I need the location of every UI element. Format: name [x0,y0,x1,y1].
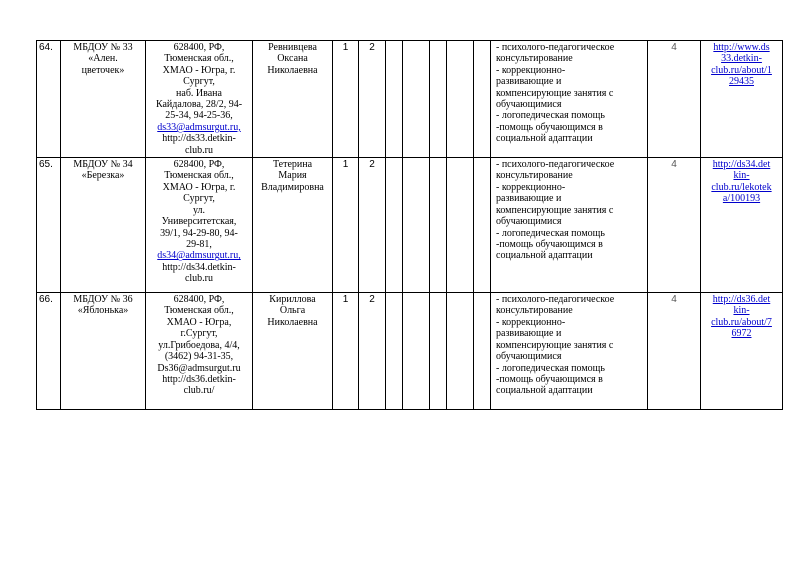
service-line: развивающие и [496,76,562,88]
service-line: консультирование [496,305,573,317]
address-line: ул.Грибоедова, 4/4, [158,339,240,351]
service-line: компенсирующие занятия с [496,339,614,351]
site-url-line: http://ds33.detkin- [162,133,236,145]
table-row [37,293,783,410]
website-link[interactable]: kin- [733,170,750,182]
address-line: Тюменская обл., [164,305,234,317]
empty-cell [386,158,403,293]
empty-cell [403,293,430,410]
empty-cell [474,293,491,410]
address-line: ХМАО - Югра, г. [162,181,236,193]
empty-cell [474,158,491,293]
website-link[interactable]: club.ru/about/1 [711,64,772,76]
service-line: - психолого-педагогическое [496,159,615,171]
specialist-count: 4 [648,158,701,293]
service-line: консультирование [496,170,573,182]
email-link[interactable]: ds34@admsurgut.ru, [157,250,241,262]
specialist-count: 4 [648,293,701,410]
institutions-table [36,40,783,410]
empty-cell [474,41,491,158]
website-link[interactable]: club.ru/lekotek [711,181,772,193]
organization-name-line: «Ален. [88,53,118,65]
person-name-line: Николаевна [267,316,318,328]
table-row [37,158,783,293]
address-line: http://ds36.detkin- [162,373,236,385]
address-line: 39/1, 94-29-80, 94- [160,227,238,239]
website-link-cell [701,293,783,410]
website-link[interactable]: http://ds36.det [712,294,771,306]
address-line: Университетская, [161,216,237,228]
address-line: Тюменская обл., [164,170,234,182]
value-cell-2: 2 [359,293,386,410]
address-contacts [146,41,253,158]
address-line: ул. [192,204,206,216]
value-cell-1: 1 [333,41,359,158]
organization-name-line: «Яблонька» [77,305,129,317]
website-link-cell [701,158,783,293]
service-line: развивающие и [496,328,562,340]
website-link-cell [701,41,783,158]
empty-cell [447,293,474,410]
address-line: club.ru/ [183,385,215,397]
address-contacts [146,293,253,410]
address-line: 25-34, 94-25-36, [165,110,233,122]
value-cell-2: 2 [359,41,386,158]
organization-name-line: МБДОУ № 36 [73,294,133,306]
address-line: (3462) 94-31-35, [164,351,234,363]
address-line: ХМАО - Югра, г. [162,64,236,76]
empty-cell [386,41,403,158]
empty-cell [447,158,474,293]
empty-cell [403,41,430,158]
service-line: обучающимися [496,351,562,363]
website-link[interactable]: 6972 [731,328,752,340]
person-name-line: Оксана [277,53,308,65]
address-line: ХМАО - Югра, [166,316,232,328]
organization-name-line: МБДОУ № 33 [73,42,133,53]
service-line: - коррекционно- [496,181,566,193]
person-name-line: Ревнивцева [268,42,317,53]
services-list [491,293,648,410]
organization-name [61,41,146,158]
service-line: обучающимися [496,216,562,228]
address-line: Ds36@admsurgut.ru [157,362,241,374]
responsible-person [253,293,333,410]
service-line: - логопедическая помощь [496,227,605,239]
organization-name-line: цветочек» [81,64,125,76]
empty-cell [403,158,430,293]
address-line: 29-81, [186,238,212,250]
value-cell-2: 2 [359,158,386,293]
empty-cell [430,293,447,410]
person-name-line: Ольга [279,305,306,317]
service-line: социальной адаптации [496,385,593,397]
organization-name-line: «Березка» [81,170,125,182]
organization-name-line: МБДОУ № 34 [73,159,133,171]
website-link[interactable]: http://www.ds [713,42,770,53]
specialist-count: 4 [648,41,701,158]
table-row [37,41,783,158]
service-line: социальной адаптации [496,250,593,262]
empty-cell [386,293,403,410]
address-line: Кайдалова, 28/2, 94- [155,99,243,111]
service-line: - коррекционно- [496,64,566,76]
organization-name [61,158,146,293]
service-line: - психолого-педагогическое [496,294,615,306]
website-link[interactable]: kin- [733,305,750,317]
website-link[interactable]: 33.detkin- [721,53,762,65]
website-link[interactable]: a/100193 [722,193,761,205]
address-contacts [146,158,253,293]
services-list [491,158,648,293]
person-name-line: Мария [278,170,307,182]
organization-name [61,293,146,410]
empty-cell [430,158,447,293]
empty-cell [447,41,474,158]
person-name-line: Кириллова [269,294,316,306]
responsible-person [253,158,333,293]
site-url-line: club.ru [184,144,214,156]
service-line: обучающимися [496,99,562,111]
address-line: 628400, РФ, [173,294,225,306]
service-line: компенсирующие занятия с [496,87,614,99]
service-line: развивающие и [496,193,562,205]
service-line: компенсирующие занятия с [496,204,614,216]
address-line: Сургут, [183,76,215,88]
person-name-line: Владимировна [261,181,324,193]
service-line: -помощь обучающимся в [496,238,603,250]
address-line: Сургут, [183,193,215,205]
person-name-line: Николаевна [267,64,318,76]
address-line: г.Сургут, [180,328,218,340]
email-link[interactable]: ds33@admsurgut.ru, [157,121,241,133]
value-cell-1: 1 [333,158,359,293]
service-line: - логопедическая помощь [496,362,605,374]
row-number: 66. [37,293,61,410]
service-line: консультирование [496,53,573,65]
services-list [491,41,648,158]
address-line: 628400, РФ, [173,159,225,171]
responsible-person [253,41,333,158]
empty-cell [430,41,447,158]
website-link[interactable]: club.ru/about/7 [711,316,772,328]
row-number: 65. [37,158,61,293]
value-cell-1: 1 [333,293,359,410]
site-url-line: http://ds34.detkin- [162,261,236,273]
address-line: наб. Ивана [176,87,222,99]
service-line: - психолого-педагогическое [496,42,615,53]
service-line: -помощь обучающимся в [496,121,603,133]
service-line: - коррекционно- [496,316,566,328]
website-link[interactable]: http://ds34.det [712,159,771,171]
person-name-line: Тетерина [272,159,313,171]
service-line: - логопедическая помощь [496,110,605,122]
website-link[interactable]: 29435 [729,76,754,88]
address-line: Тюменская обл., [164,53,234,65]
site-url-line: club.ru [184,273,214,285]
service-line: -помощь обучающимся в [496,373,603,385]
address-line: 628400, РФ, [173,42,225,53]
row-number: 64. [37,41,61,158]
service-line: социальной адаптации [496,133,593,145]
